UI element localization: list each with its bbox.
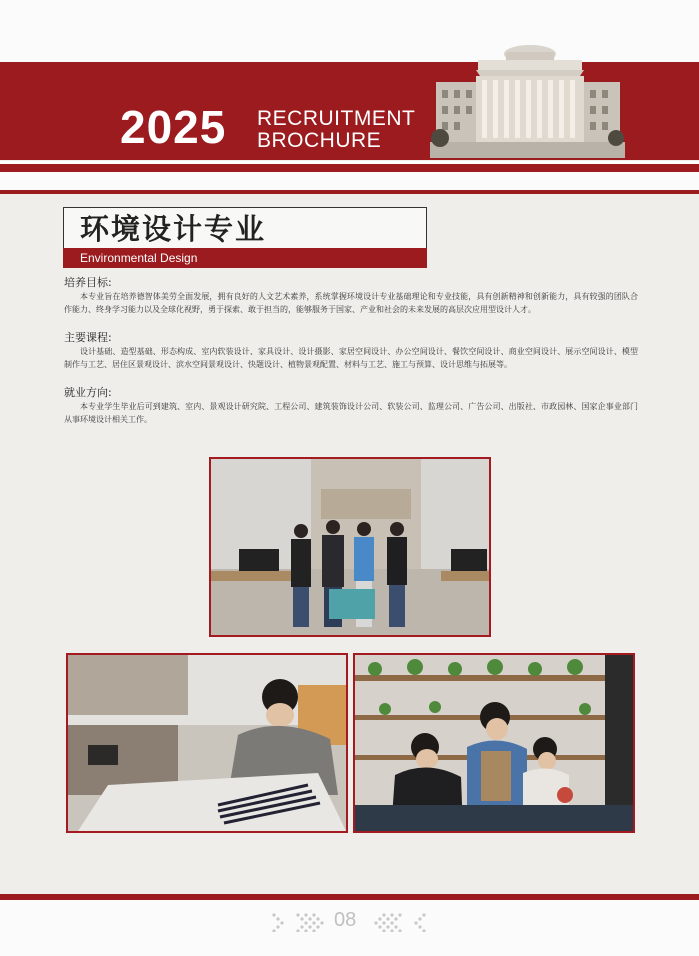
major-title-english: Environmental Design bbox=[80, 251, 198, 265]
section-heading: 就业方向: bbox=[64, 386, 112, 399]
section-heading: 培养目标: bbox=[64, 276, 112, 289]
section-body: 设计基础、造型基础、形态构成、室内软装设计、家具设计、设计摄影、家居空间设计、办公空间设计、餐饮空间设计、商业空间设计、展示空间设计、模型制作与工艺、居住区景观设计、滨水空间景观设计、快题设计、植物景观配置、材料与工艺、施工与预算、设计思维与拓展等。 bbox=[64, 347, 638, 369]
brochure-year: 2025 bbox=[120, 101, 227, 153]
section-training-goals bbox=[64, 276, 638, 316]
section-main-courses bbox=[64, 331, 638, 371]
banner-underline bbox=[0, 190, 699, 194]
section-employment bbox=[64, 386, 638, 426]
section-body: 本专业学生毕业后可到建筑、室内、景观设计研究院、工程公司、建筑装饰设计公司、软装公司、监理公司、广告公司、出版社、市政园林、国家企事业部门从事环境设计相关工作。 bbox=[64, 402, 638, 424]
section-heading: 主要课程: bbox=[64, 331, 112, 344]
left-decoration-icon bbox=[270, 912, 330, 932]
right-decoration-icon bbox=[372, 912, 432, 932]
banner-gap bbox=[0, 172, 699, 190]
major-title-chinese: 环境设计专业 bbox=[80, 212, 267, 246]
student-sketching-photo bbox=[66, 653, 348, 833]
campus-building-image bbox=[430, 40, 625, 158]
page-number: 08 bbox=[334, 909, 357, 931]
brochure-title-line2: BROCHURE bbox=[257, 129, 382, 152]
group-photo bbox=[209, 457, 491, 637]
section-body: 本专业旨在培养德智体美劳全面发展，拥有良好的人文艺术素养，系统掌握环境设计专业基础理论和专业技能，具有创新精神和创新能力，具有较强的团队合作能力、终身学习能力以及全球化视野，勇于探索、敢于担当的，能够服务于国家、产业和社会的未来发展的高层次应用型设计人才。 bbox=[64, 292, 638, 314]
banner-stripe bbox=[0, 164, 699, 172]
plant-workshop-photo bbox=[353, 653, 635, 833]
brochure-title bbox=[257, 108, 415, 152]
brochure-title-line1: RECRUITMENT bbox=[257, 107, 416, 130]
